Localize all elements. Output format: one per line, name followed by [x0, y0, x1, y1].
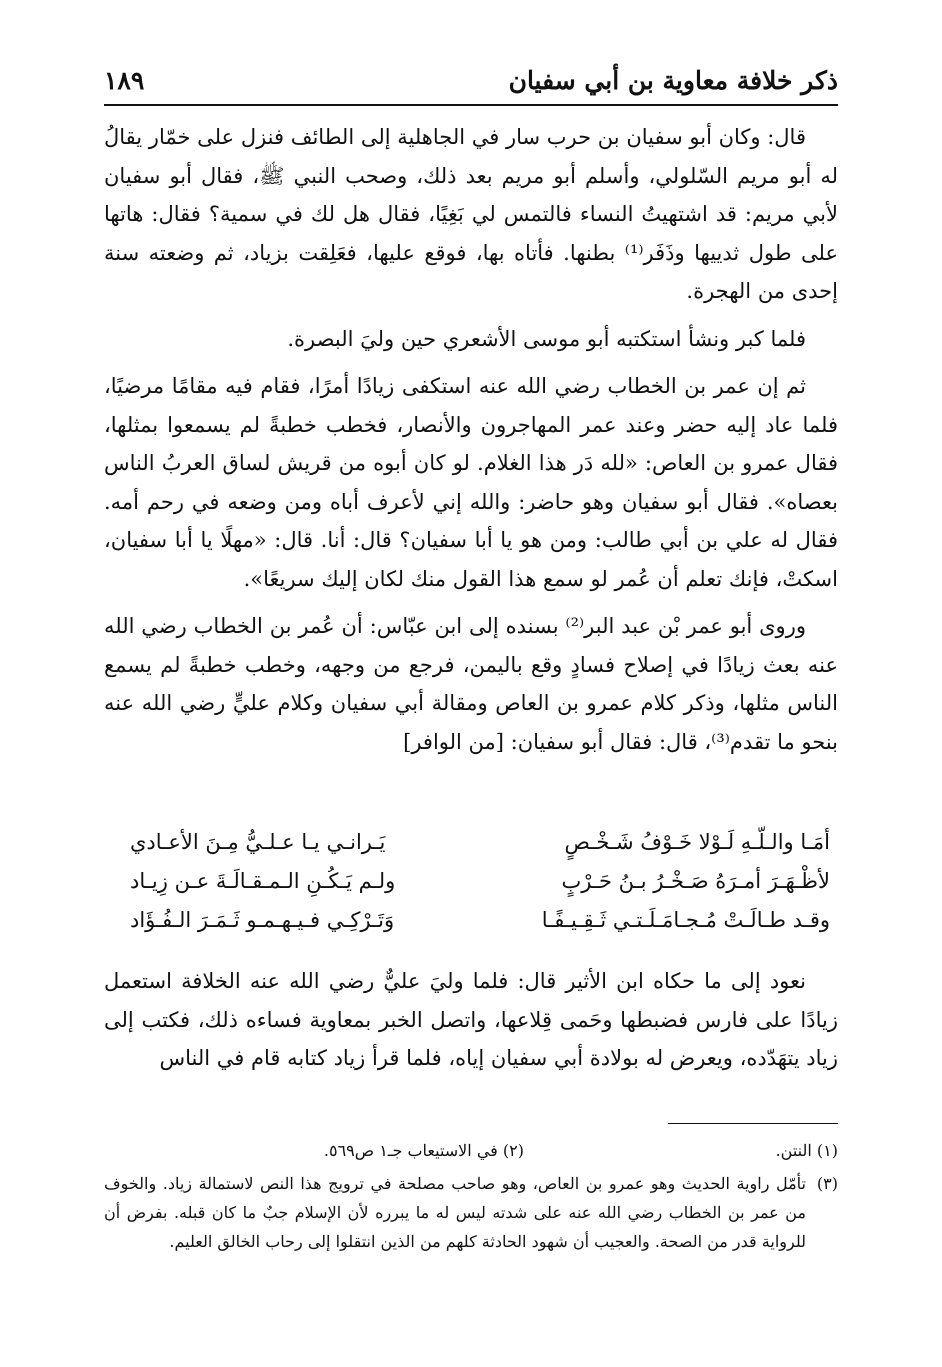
footnote-3	[104, 1169, 838, 1256]
footnote-3-text: تأمّل راوية الحديث وهو عمرو بن العاص، وهو صاحب مصلحة في ترويج هذا النص لاستمالة زياد. والخوف من عمر بن الخطاب رضي الله عنه على شدته ليس له ما يبرره لأن الإسلام جبٌ ما كان قبله. بفرض أن للرواية قدر من الصحة. والعجيب أن شهود الحادثة كلهم من الذين انتقلوا إلى رحاب الخالق العليم.	[104, 1174, 806, 1251]
paragraph-2: فلما كبر ونشأ استكتبه أبو موسى الأشعري حين وليَ البصرة.	[287, 326, 806, 351]
poem	[130, 823, 830, 940]
poem-hemistich: أمَـا والـلّـهِ لَـوْلا خَـوْفُ شَـخْـصٍ	[564, 830, 830, 854]
footnote-3-number: (٣)	[816, 1174, 838, 1193]
poem-hemistich: وَتَـرْكِـي فـيـهـمـو ثَـمَـرَ الـفُـؤَاد	[130, 908, 395, 932]
running-title: ذكر خلافة معاوية بن أبي سفيان	[508, 66, 838, 95]
poem-hemistich: ولـم يَـكُـنِ الـمـقـالَـةَ عـن زِيـاد	[130, 869, 396, 893]
poem-hemistich: لأظْـهَـرَ أمـرَهُ صَـخْـرُ بـنُ حَـرْبٍ	[561, 869, 830, 893]
header-rule	[104, 104, 838, 106]
footnote-rule	[668, 1123, 838, 1124]
paragraph-4: وروى أبو عمر بْن عبد البر⁽²⁾ بسنده إلى ابن عبّاس: أن عُمر بن الخطاب رضي الله عنه بعث زيادًا في إصلاح فسادٍ وقع باليمن، فرجع من وجهه، وخطب خطبةً لم يسمع الناس مثلها، وذكر كلام عمرو بن العاص ومقالة أبي سفيان وكلام عليٍّ رضي الله عنه بنحو ما تقدم⁽³⁾، قال: فقال أبو سفيان: [من الوافر]	[104, 614, 838, 754]
footnote-row	[104, 1136, 838, 1165]
page-number: ١٨٩	[104, 66, 145, 95]
paragraph-5: نعود إلى ما حكاه ابن الأثير قال: فلما وليَ عليٌّ رضي الله عنه الخلافة استعمل زيادًا على فارس فضبطها وحَمى قِلاعها، واتصل الخبر بمعاوية فساءه ذلك، فكتب إلى زياد يتهَدّده، ويعرض له بولادة أبي سفيان إياه، فلما قرأ زياد كتابه قام في الناس	[104, 969, 838, 1070]
poem-hemistich: وقـد طـالَـتْ مُـجـامَـلَـتـي ثَـقِـيـفًـا	[541, 908, 830, 932]
page-header	[104, 64, 838, 98]
poem-verse-2	[130, 862, 830, 901]
footnotes	[104, 1136, 838, 1256]
poem-hemistich: يَـرانـي يـا عـلـيُّ مِـنَ الأعـادي	[130, 830, 386, 854]
footnote-1: (١) النتن.	[775, 1141, 838, 1160]
paragraph-3: ثم إن عمر بن الخطاب رضي الله عنه استكفى زيادًا أمرًا، فقام فيه مقامًا مرضيًا، فلما عاد إليه حضر وعند عمر المهاجرون والأنصار، فخطب خطبةً لم يسمعوا بمثلها، فقال عمرو بن العاص: «لله دَر هذا الغلام. لو كان أبوه من قريش لساق العربُ الناس بعصاه». فقال أبو سفيان وهو حاضر: والله إني لأعرف أباه ومن وضعه في رحم أمه. فقال له علي بن أبي طالب: ومن هو يا أبا سفيان؟ قال: أنا. قال: «مهلًا يا أبا سفيان، اسكتْ، فإنك تعلم أن عُمر لو سمع هذا القول منك لكان إليك سريعًا».	[104, 374, 838, 591]
closing-text	[104, 962, 838, 1078]
poem-verse-3	[130, 901, 830, 940]
poem-verse-1	[130, 823, 830, 862]
footnote-2: (٢) في الاستيعاب جـ١ ص٥٦٩.	[323, 1141, 524, 1160]
paragraph-1: قال: وكان أبو سفيان بن حرب سار في الجاهلية إلى الطائف فنزل على خمّار يقالُ له أبو مريم السّلولي، وأسلم أبو مريم بعد ذلك، وصحب النبي ﷺ، فقال أبو سفيان لأبي مريم: قد اشتهيتُ النساء فالتمس لي بَغِيًا، فقال هل لك في سمية؟ فقال: هاتها على طول ثدييها وذَفَر⁽¹⁾ بطنها. فأتاه بها، فوقع عليها، فعَلِقت بزياد، ثم وضعته سنة إحدى من الهجرة.	[104, 125, 838, 303]
main-text	[104, 118, 838, 761]
